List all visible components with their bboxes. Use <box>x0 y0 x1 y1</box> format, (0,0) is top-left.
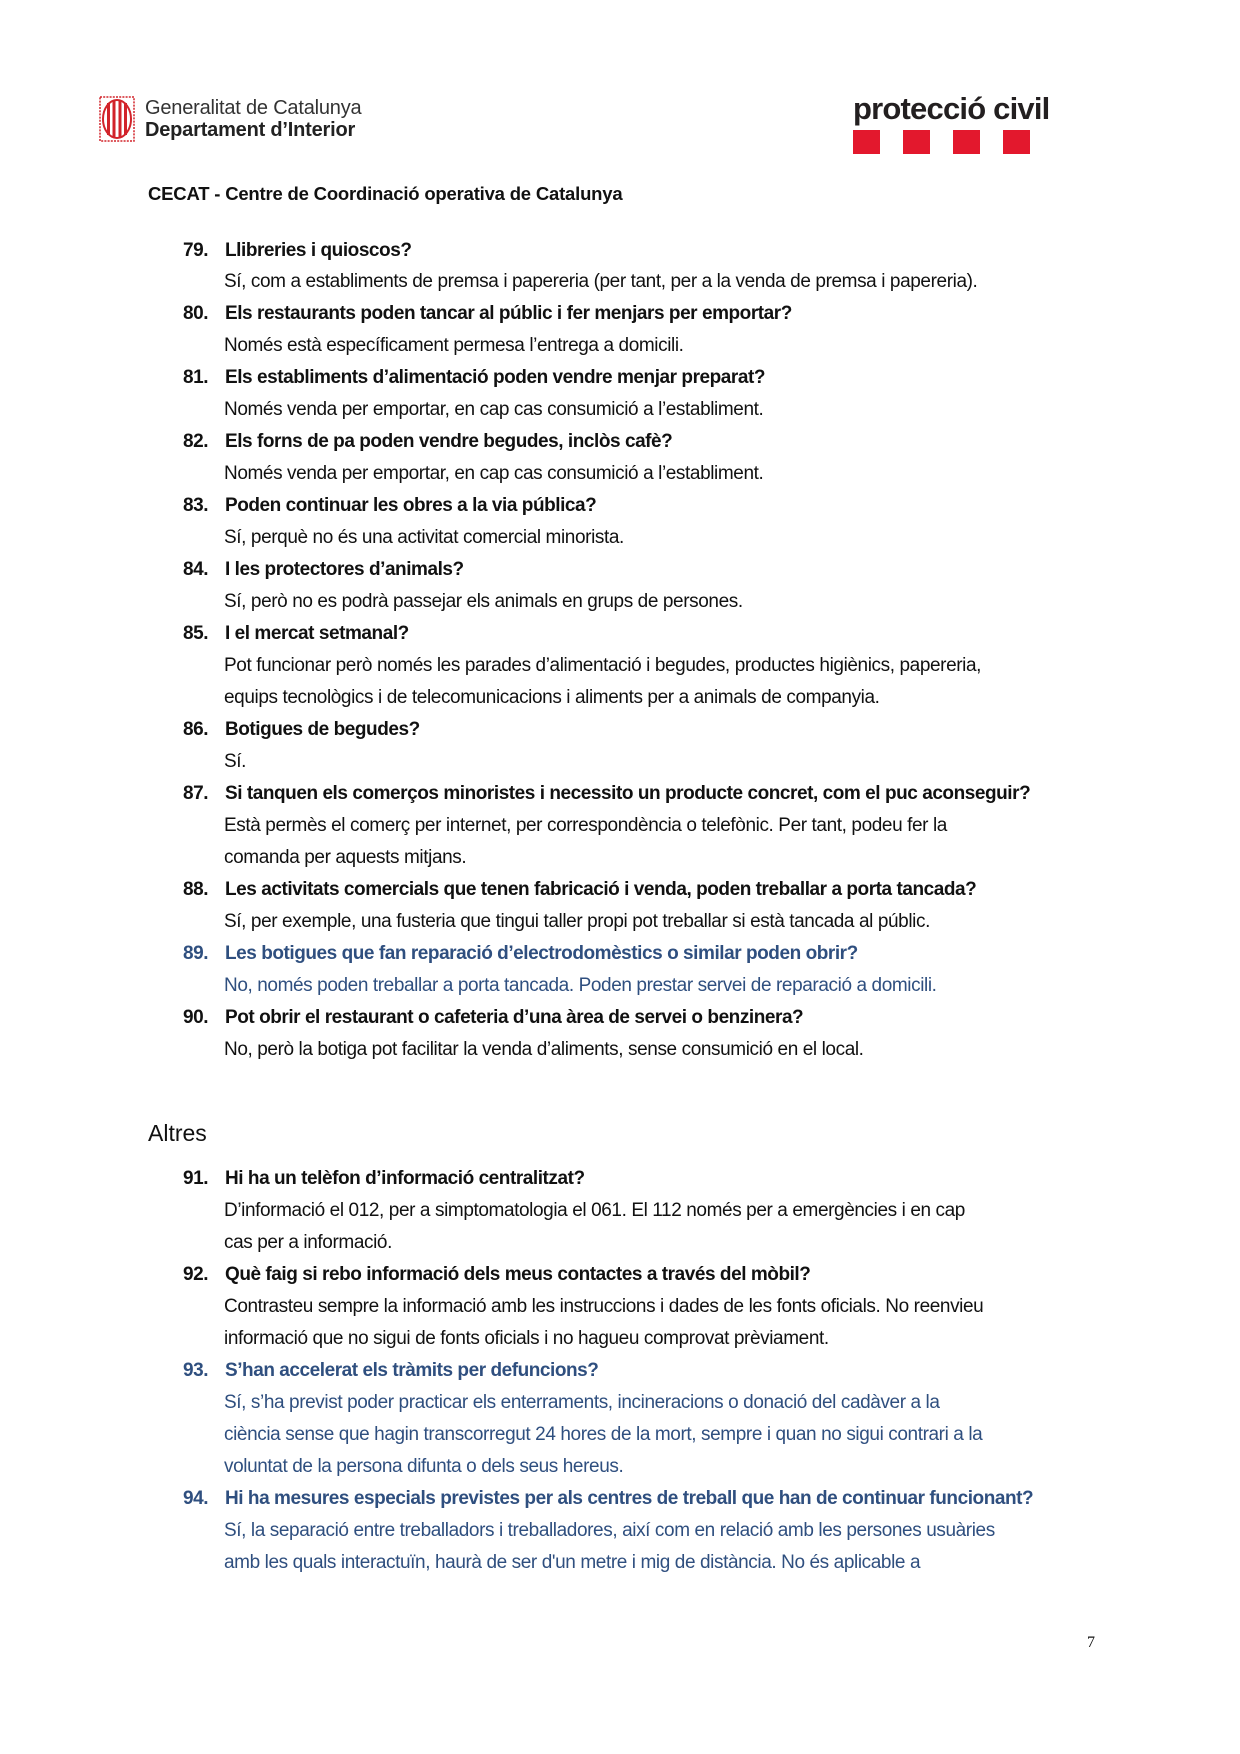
faq-answer-91-line2: cas per a informació. <box>224 1232 392 1253</box>
faq-answer-86: Sí. <box>224 751 247 772</box>
faq-question-83: 83. Poden continuar les obres a la via pública? <box>183 495 597 516</box>
faq-answer-93-line3: voluntat de la persona difunta o dels seus hereus. <box>224 1456 624 1477</box>
faq-question-89: 89. Les botigues que fan reparació d’electrodomèstics o similar poden obrir? <box>183 943 858 964</box>
department-name: Departament d’Interior <box>145 119 356 141</box>
faq-question-94: 94. Hi ha mesures especials previstes per als centres de treball que han de continuar funcionant? <box>183 1488 1034 1509</box>
generalitat-name: Generalitat de Catalunya <box>145 97 362 119</box>
faq-question-85: 85. I el mercat setmanal? <box>183 623 409 644</box>
faq-answer-85-line1: Pot funcionar però només les parades d’alimentació i begudes, productes higiènics, papereria, <box>224 655 982 676</box>
faq-answer-89: No, només poden treballar a porta tancada. Poden prestar servei de reparació a domicili. <box>224 975 937 996</box>
catalan-senyera-shield-icon <box>99 96 135 142</box>
faq-question-79: 79. Llibreries i quioscos? <box>183 240 412 261</box>
faq-answer-93-line2: ciència sense que hagin transcorregut 24 hores de la mort, sempre i quan no sigui contrari a la <box>224 1424 983 1445</box>
faq-question-93: 93. S’han accelerat els tràmits per defuncions? <box>183 1360 599 1381</box>
faq-question-87: 87. Si tanquen els comerços minoristes i necessito un producte concret, com el puc aconseguir? <box>183 783 1031 804</box>
faq-answer-92-line1: Contrasteu sempre la informació amb les instruccions i dades de les fonts oficials. No reenvieu <box>224 1296 984 1317</box>
faq-question-80: 80. Els restaurants poden tancar al públic i fer menjars per emportar? <box>183 303 792 324</box>
faq-answer-80: Només està específicament permesa l’entrega a domicili. <box>224 335 684 356</box>
faq-question-92: 92. Què faig si rebo informació dels meus contactes a través del mòbil? <box>183 1264 811 1285</box>
organization-heading: CECAT - Centre de Coordinació operativa de Catalunya <box>148 183 623 204</box>
red-square-icon <box>853 130 880 154</box>
faq-answer-92-line2: informació que no sigui de fonts oficials i no hagueu comprovat prèviament. <box>224 1328 829 1349</box>
section-title-altres: Altres <box>148 1120 207 1146</box>
faq-question-88: 88. Les activitats comercials que tenen fabricació i venda, poden treballar a porta tancada? <box>183 879 977 900</box>
red-square-icon <box>903 130 930 154</box>
faq-answer-94-line2: amb les quals interactuïn, haurà de ser d'un metre i mig de distància. No és aplicable a <box>224 1552 921 1573</box>
faq-answer-90: No, però la botiga pot facilitar la venda d’aliments, sense consumició en el local. <box>224 1039 864 1060</box>
faq-answer-93-line1: Sí, s’ha previst poder practicar els enterraments, incineracions o donació del cadàver a la <box>224 1392 940 1413</box>
faq-answer-79: Sí, com a establiments de premsa i papereria (per tant, per a la venda de premsa i papereria). <box>224 271 978 292</box>
red-squares <box>853 130 1073 154</box>
faq-answer-83: Sí, perquè no és una activitat comercial minorista. <box>224 527 624 548</box>
faq-answer-88: Sí, per exemple, una fusteria que tingui taller propi pot treballar si està tancada al públic. <box>224 911 930 932</box>
page-number: 7 <box>1087 1634 1095 1651</box>
faq-answer-94-line1: Sí, la separació entre treballadors i treballadores, així com en relació amb les persones usuàries <box>224 1520 995 1541</box>
faq-answer-82: Només venda per emportar, en cap cas consumició a l’establiment. <box>224 463 764 484</box>
faq-question-84: 84. I les protectores d’animals? <box>183 559 464 580</box>
faq-answer-84: Sí, però no es podrà passejar els animals en grups de persones. <box>224 591 743 612</box>
faq-answer-91-line1: D’informació el 012, per a simptomatologia el 061. El 112 només per a emergències i en cap <box>224 1200 965 1221</box>
faq-question-91: 91. Hi ha un telèfon d’informació centralitzat? <box>183 1168 585 1189</box>
faq-question-81: 81. Els establiments d’alimentació poden vendre menjar preparat? <box>183 367 766 388</box>
red-square-icon <box>953 130 980 154</box>
faq-question-90: 90. Pot obrir el restaurant o cafeteria d’una àrea de servei o benzinera? <box>183 1007 804 1028</box>
red-square-icon <box>1003 130 1030 154</box>
faq-answer-87-line2: comanda per aquests mitjans. <box>224 847 467 868</box>
generalitat-logo <box>99 96 361 142</box>
faq-answer-87-line1: Està permès el comerç per internet, per correspondència o telefònic. Per tant, podeu fer la <box>224 815 947 836</box>
proteccio-civil-logo <box>853 92 1073 154</box>
faq-question-86: 86. Botigues de begudes? <box>183 719 420 740</box>
proteccio-civil-title: protecció civil <box>853 91 1050 126</box>
faq-question-82: 82. Els forns de pa poden vendre begudes, inclòs cafè? <box>183 431 673 452</box>
faq-answer-85-line2: equips tecnològics i de telecomunicacions i aliments per a animals de companyia. <box>224 687 880 708</box>
faq-answer-81: Només venda per emportar, en cap cas consumició a l’establiment. <box>224 399 764 420</box>
